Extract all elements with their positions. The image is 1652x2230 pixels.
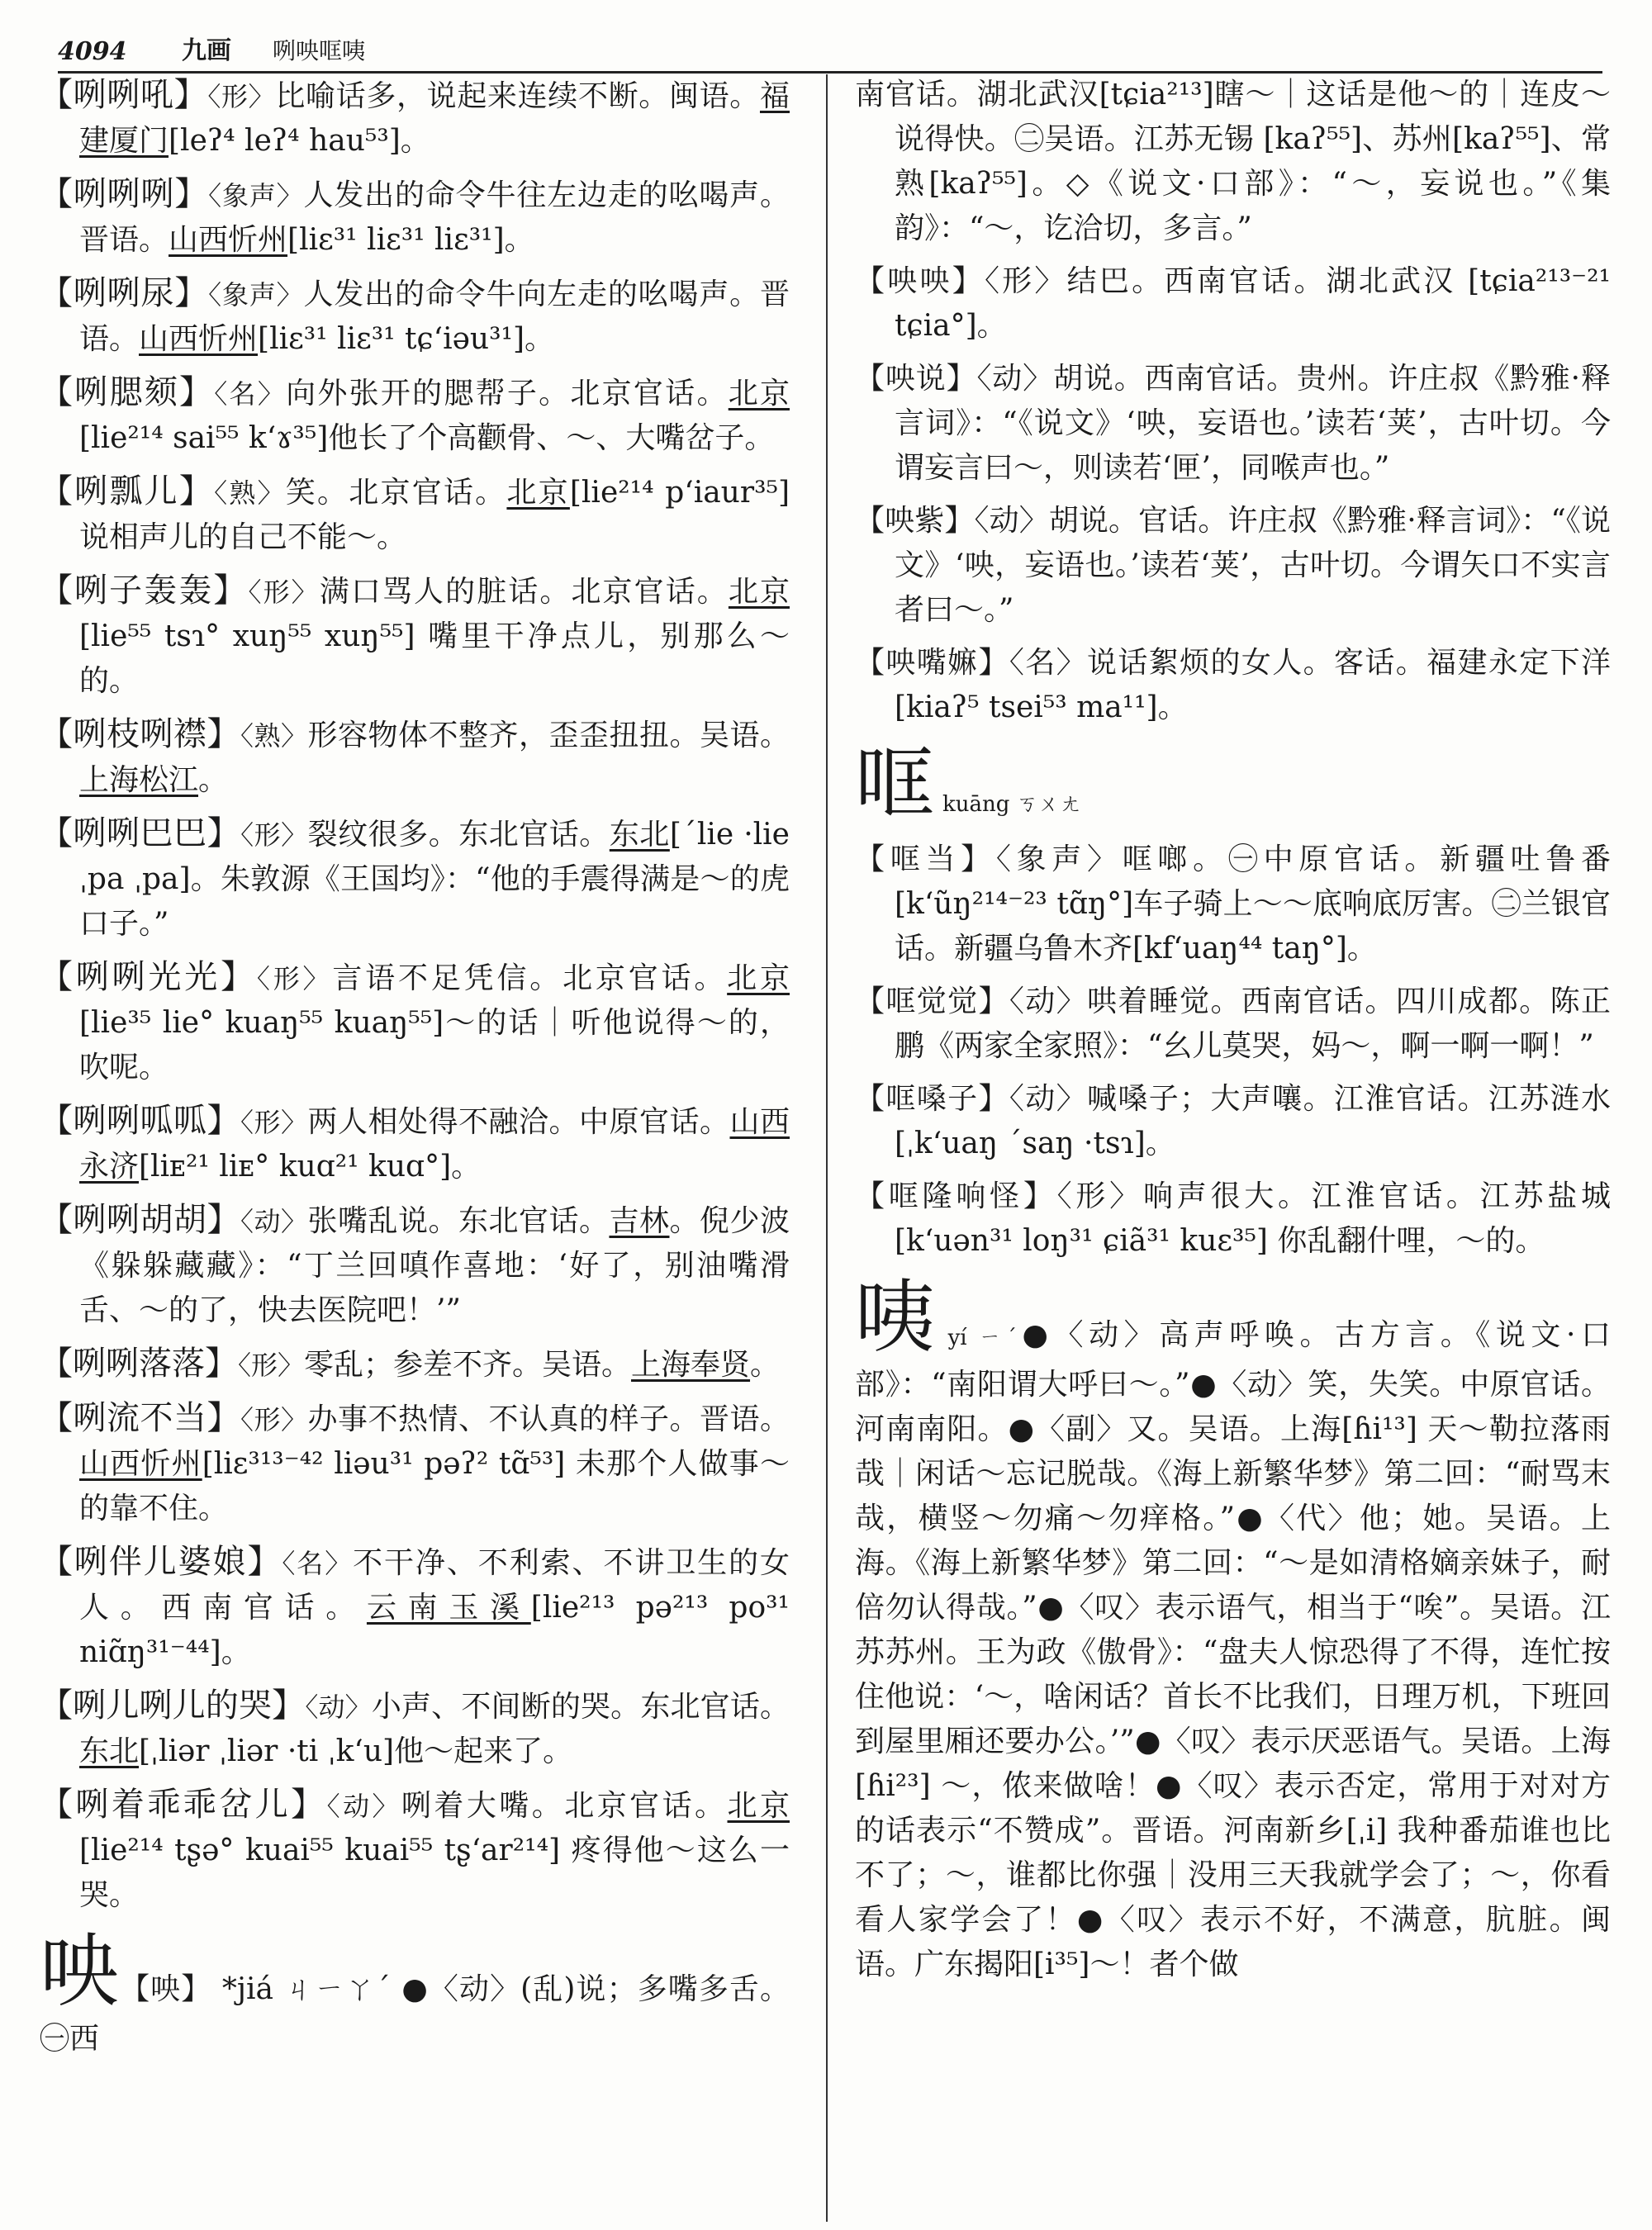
entry-pronunciation: 。倪少波《躲躲藏藏》：“丁兰回嗔作喜地：‘好了，别油嘴滑舌、～的了，快去医院吧！’” xyxy=(79,1204,790,1327)
dictionary-entry xyxy=(40,1198,790,1333)
entry-pronunciation: [lie²¹⁴ pʻiaur³⁵] 说相声儿的自己不能～。 xyxy=(79,476,790,554)
dictionary-entry xyxy=(40,172,790,263)
entry-character: 哐 xyxy=(855,738,934,830)
dictionary-entry: 【哐嗓子】〈动〉喊嗓子；大声嚷。江淮官话。江苏涟水[ˌkʻuaŋ ˊsaŋ ·tsɿ]。 xyxy=(855,1082,1611,1160)
entry-pos: 〈动〉 xyxy=(240,1206,308,1237)
entry-definition: 小声、不间断的哭。东北官话。 xyxy=(371,1690,790,1724)
entry-pronunciation: [lie²¹⁴ tʂə° kuai⁵⁵ kuai⁵⁵ tʂʻar²¹⁴] 疼得他～这么一哭。 xyxy=(79,1834,790,1912)
dictionary-entry xyxy=(40,955,790,1090)
dictionary-entry xyxy=(40,1341,790,1388)
entry-headword: 【咧咧胡胡】 xyxy=(40,1201,240,1239)
dictionary-entry: 【咉紫】〈动〉胡说。官话。许庄叔《黔雅·释言词》：“《说文》‘咉，妄语也。’读若‘荚’，古叶切。今谓矢口不实言者曰～。” xyxy=(855,504,1611,627)
entry-headword: 【咧流不当】 xyxy=(40,1399,240,1437)
entry-location: 云南玉溪 xyxy=(366,1591,531,1625)
dictionary-entry xyxy=(40,1098,790,1189)
entry-pos: 〈形〉 xyxy=(240,1404,308,1435)
dictionary-entry: 【哐隆响怪】〈形〉响声很大。江淮官话。江苏盐城[kʻuən³¹ loŋ³¹ ɕiã³¹ kuɛ³⁵] 你乱翻什哩，～的。 xyxy=(855,1179,1611,1258)
entry-pos: 〈动〉 xyxy=(305,1691,372,1723)
entry-pos: 〈形〉 xyxy=(256,963,333,994)
right-column xyxy=(855,73,1611,1995)
dictionary-entry: 【哐觉觉】〈动〉哄着睡觉。西南官话。四川成都。陈正鹏《两家全家照》：“幺儿莫哭，妈～，啊一啊一啊！” xyxy=(855,985,1611,1063)
column-divider xyxy=(826,74,828,2222)
entry-pronunciation: 。 xyxy=(198,763,229,797)
dictionary-entry xyxy=(40,568,790,704)
entry-location: 东北 xyxy=(79,1734,140,1768)
char-heading-kuang xyxy=(855,738,1611,829)
entry-pos: 〈形〉 xyxy=(240,819,308,851)
entry-definition: 形容物体不整齐，歪歪扭扭。吴语。 xyxy=(307,719,790,752)
entry-pronunciation: [liᴇ²¹ liᴇ° kuɑ²¹ kuɑ°]。 xyxy=(139,1150,482,1184)
entry-definition: 张嘴乱说。东北官话。 xyxy=(307,1204,610,1238)
entry-pronunciation: [liɛ³¹³⁻⁴² liəu³¹ pəʔ² tɑ̃⁵³] 未那个人做事～的靠不住。 xyxy=(79,1447,790,1525)
entry-pos: 〈形〉 xyxy=(207,81,276,112)
entry-pronunciation: [liɛ³¹ liɛ³¹ liɛ³¹]。 xyxy=(287,223,534,257)
entry-pronunciation: [liɛ³¹ liɛ³¹ tɕʻiəu³¹]。 xyxy=(258,322,555,356)
entry-headword: 【咧瓢儿】 xyxy=(40,472,215,510)
entry-definition: 裂纹很多。东北官话。 xyxy=(307,818,610,852)
entry-pos: 〈动〉 xyxy=(326,1791,401,1822)
entry-pos: 〈熟〉 xyxy=(214,477,286,509)
entry-headword: 【咧伴儿婆娘】 xyxy=(40,1543,282,1581)
entry-pronunciation: [ˌliər ˌliər ·ti ˌkʻu]他～起来了。 xyxy=(139,1734,573,1768)
dictionary-entry: 【咉咉】〈形〉结巴。西南官话。湖北武汉 [tɕia²¹³⁻²¹ tɕia°]。 xyxy=(855,264,1611,343)
dictionary-entry: 【咉嘴嫲】〈名〉说话絮烦的女人。客话。福建永定下洋[kiaʔ⁵ tsei⁵³ ma¹¹]。 xyxy=(855,646,1611,724)
entry-location: 上海松江 xyxy=(79,763,199,797)
entry-definition: 不干净、不利索、不讲卫生的女人。西南官话。 xyxy=(79,1546,790,1625)
entry-location: 上海奉贤 xyxy=(631,1348,751,1382)
entry-pinyin: yí ㄧˊ xyxy=(947,1326,1023,1350)
header-chars: 咧咉哐咦 xyxy=(273,37,366,64)
entry-pronunciation: [lie⁵⁵ tsɿ° xuŋ⁵⁵ xuŋ⁵⁵] 嘴里干净点儿，别那么～的。 xyxy=(79,619,790,698)
entry-location: 北京 xyxy=(727,961,790,995)
entry-definition: 笑。北京官话。 xyxy=(285,476,507,510)
entry-definition: 满口骂人的脏话。北京官话。 xyxy=(319,575,729,609)
char-entry-yi xyxy=(855,1272,1611,1987)
dictionary-entry xyxy=(40,1396,790,1531)
entry-location: 东北 xyxy=(609,818,670,852)
entry-character: 咦 xyxy=(855,1271,940,1364)
page-header xyxy=(58,15,1602,74)
dictionary-entry xyxy=(40,811,790,947)
page-number: 4094 xyxy=(58,37,127,66)
entry-pos: 〈形〉 xyxy=(248,576,320,608)
entry-location: 福建厦门 xyxy=(79,79,790,158)
entry-headword: 【咧咧光光】 xyxy=(40,958,257,996)
entry-definition: 人发出的命令牛往左边走的吆喝声。晋语。 xyxy=(79,178,790,257)
entry-pos: 〈形〉 xyxy=(240,1107,308,1138)
entry-headword: 【咧咧巴巴】 xyxy=(40,814,241,852)
entry-location: 山西忻州 xyxy=(169,223,288,257)
dictionary-entry xyxy=(40,469,790,560)
entry-definition: 向外张开的腮帮子。北京官话。 xyxy=(286,377,729,410)
entry-definition: 【咉】 *jiá ㄐㄧㄚˊ ●〈动〉(乱)说；多嘴多舌。㊀西 xyxy=(40,1972,790,2056)
stroke-count: 九画 xyxy=(182,36,231,65)
dictionary-entry xyxy=(40,370,790,461)
dictionary-entry xyxy=(40,73,790,164)
entry-pos: 〈名〉 xyxy=(282,1548,354,1579)
entry-headword: 【咧腮颏】 xyxy=(40,373,215,411)
entry-headword: 【咧儿咧儿的哭】 xyxy=(40,1687,306,1725)
dictionary-entry xyxy=(40,1683,790,1774)
entry-location: 北京 xyxy=(728,575,790,609)
entry-pos: 〈象声〉 xyxy=(208,180,304,211)
dictionary-entry xyxy=(40,712,790,803)
entry-definition: 言语不足凭信。北京官话。 xyxy=(332,961,728,995)
entry-pos: 〈形〉 xyxy=(238,1350,305,1381)
entry-definition: 两人相处得不融洽。中原官话。 xyxy=(307,1105,730,1139)
entry-pinyin: kuāng ㄎㄨㄤ xyxy=(942,792,1081,817)
entry-definition: 办事不热情、不认真的样子。晋语。 xyxy=(307,1402,790,1436)
entry-location: 北京 xyxy=(727,1789,790,1823)
entry-headword: 【咧咧咧】 xyxy=(40,175,209,213)
entry-pronunciation: [lie²¹⁴ sai⁵⁵ kʻɤ³⁵]他长了个高颧骨、～、大嘴岔子。 xyxy=(79,421,775,455)
entry-location: 北京 xyxy=(506,476,570,510)
char-entry-jia xyxy=(40,1926,790,2062)
entry-pronunciation: [lie³⁵ lie° kuaŋ⁵⁵ kuaŋ⁵⁵]～的话｜听他说得～的，吹呢。 xyxy=(79,1006,790,1084)
entry-headword: 【咧枝咧襟】 xyxy=(40,715,240,753)
entry-location: 山西忻州 xyxy=(79,1447,202,1481)
dictionary-entry: 【哐当】〈象声〉哐啷。㊀中原官话。新疆吐鲁番[kʻũŋ²¹⁴⁻²³ tɑ̃ŋ°]车子骑上～～底响底厉害。㊁兰银官话。新疆乌鲁木齐[kfʻuaŋ⁴⁴ taŋ°]。 xyxy=(855,842,1611,966)
entry-definition: 咧着大嘴。北京官话。 xyxy=(401,1789,728,1823)
dictionary-entry: 南官话。湖北武汉[tɕia²¹³]瞎～｜这话是他～的｜连皮～说得快。㊁吴语。江苏无锡 [kaʔ⁵⁵]、苏州[kaʔ⁵⁵]、常熟[kaʔ⁵⁵]。◇《说文·口部》：“～，妄说也。”《集韵》：“～，讫洽切，多言。” xyxy=(855,78,1611,245)
entry-headword: 【咧咧落落】 xyxy=(40,1345,238,1383)
entry-headword: 【咧咧吼】 xyxy=(40,76,208,114)
entry-pronunciation: [leʔ⁴ leʔ⁴ hau⁵³]。 xyxy=(169,124,430,158)
entry-pronunciation: [lie²¹³ pə²¹³ po³¹ niɑ̃ŋ³¹⁻⁴⁴]。 xyxy=(79,1591,790,1669)
entry-headword: 【咧咧尿】 xyxy=(40,274,209,312)
entry-pos: 〈熟〉 xyxy=(240,720,308,752)
entry-location: 吉林 xyxy=(609,1204,670,1238)
entry-headword: 【咧着乖乖岔儿】 xyxy=(40,1786,327,1824)
entry-pronunciation: 。 xyxy=(750,1348,781,1382)
entry-headword: 【咧子轰轰】 xyxy=(40,572,249,610)
entry-headword: 【咧咧呱呱】 xyxy=(40,1102,240,1140)
dictionary-entry xyxy=(40,1540,790,1675)
entry-pos: 〈象声〉 xyxy=(208,279,304,311)
dictionary-entry xyxy=(40,1782,790,1918)
entry-definition: 比喻话多，说起来连续不断。闽语。 xyxy=(275,79,760,113)
dictionary-entry: 【咉说】〈动〉胡说。西南官话。贵州。许庄叔《黔雅·释言词》：“《说文》‘咉，妄语也。’读若‘荚’，古叶切。今谓妄言曰～，则读若‘匣’，同喉声也。” xyxy=(855,362,1611,485)
dictionary-entry xyxy=(40,271,790,362)
entry-definition: ●〈动〉高声呼唤。古方言。《说文·口部》：“南阳谓大呼曰～。”●〈动〉笑，失笑。中原官话。河南南阳。●〈副〉又。吴语。上海[ɦi¹³] 天～勒拉落雨哉｜闲话～忘记脱哉。《海上新繁华梦》第二回：“耐骂末哉，横竖～勿痛～勿痒格。”●〈代〉他；她。吴语。上海。《海上新繁华梦》第二回：“～是如清格嫡亲妹子，耐倍勿认得哉。”●〈叹〉表示语气，相当于“唉”。吴语。江苏苏州。王为政《傲骨》：“盘夫人惊恐得了不得，连忙按住他说：‘～，啥闲话？首长不比我们，日理万机，下班回到屋里厢还要办公。’”●〈叹〉表示厌恶语气。吴语。上海[ɦi²³] ～，侬来做啥！●〈叹〉表示否定，常用于对对方的话表示“不赞成”。晋语。河南新乡[ˌi] 我种番茄谁也比不了；～，谁都比你强｜没用三天我就学会了；～，你看看人家学会了！●〈叹〉表示不好，不满意，肮脏。闽语。广东揭阳[i³⁵]～！者个做 xyxy=(855,1318,1612,1981)
entry-pronunciation: [ˊlie ·lie ˌpa ˌpa]。朱敦源《王国均》：“他的手震得满是～的虎口子。” xyxy=(79,818,790,941)
left-column xyxy=(40,73,790,2070)
entry-definition: 人发出的命令牛向左走的吆喝声。晋语。 xyxy=(79,278,790,356)
entry-location: 山西永济 xyxy=(79,1105,790,1184)
entry-character: 咉 xyxy=(40,1925,121,2018)
entry-pos: 〈名〉 xyxy=(214,378,287,410)
entry-location: 山西忻州 xyxy=(139,322,259,356)
entry-definition: 零乱；参差不齐。吴语。 xyxy=(304,1348,632,1382)
entry-location: 北京 xyxy=(728,377,790,410)
